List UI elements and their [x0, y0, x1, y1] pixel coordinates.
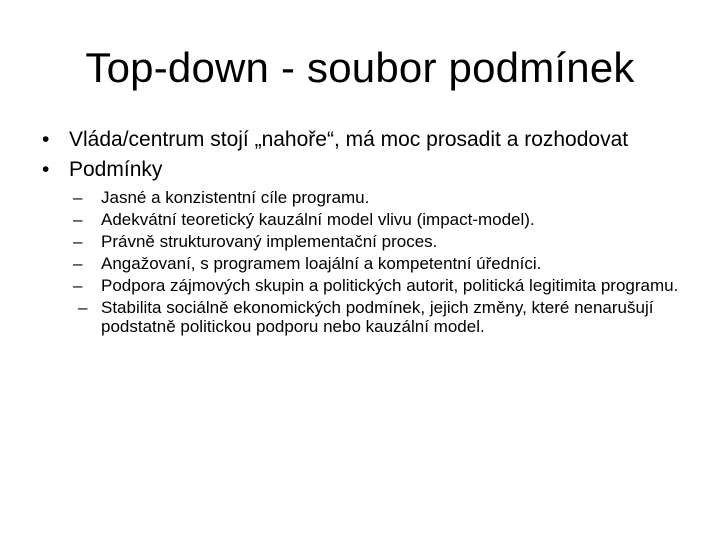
slide-body	[36, 128, 686, 339]
sub-item	[36, 210, 686, 229]
bullet-text: Vláda/centrum stojí „nahoře“, má moc prosadit a rozhodovat	[69, 128, 629, 151]
bullet-marker: •	[42, 128, 50, 151]
dash-marker: –	[73, 254, 83, 273]
sub-item	[36, 188, 686, 207]
sub-item-text: Stabilita sociálně ekonomických podmínek, jejich změny, které nenarušují podstatně politickou podporu nebo kauzální model.	[101, 298, 654, 336]
sub-item-text: Adekvátní teoretický kauzální model vlivu (impact-model).	[101, 210, 535, 229]
dash-marker: –	[73, 276, 83, 295]
dash-marker: –	[73, 210, 83, 229]
slide-title: Top-down - soubor podmínek	[85, 44, 635, 91]
sub-item	[36, 232, 686, 251]
dash-marker: –	[78, 298, 88, 317]
sub-item	[36, 276, 686, 295]
sub-item-text: Právně strukturovaný implementační proces.	[101, 232, 438, 251]
bullet-marker: •	[42, 158, 50, 181]
dash-marker: –	[73, 232, 83, 251]
sub-item-text: Podpora zájmových skupin a politických autorit, politická legitimita programu.	[101, 276, 679, 295]
dash-marker: –	[73, 188, 83, 207]
bullet-item	[36, 128, 686, 152]
sub-item	[36, 298, 686, 336]
sub-item-text: Angažovaní, s programem loajální a kompetentní úředníci.	[101, 254, 542, 273]
bullet-text: Podmínky	[69, 158, 163, 181]
sub-item	[36, 254, 686, 273]
bullet-item	[36, 158, 686, 182]
sub-list	[36, 188, 686, 336]
sub-item-text: Jasné a konzistentní cíle programu.	[101, 188, 370, 207]
